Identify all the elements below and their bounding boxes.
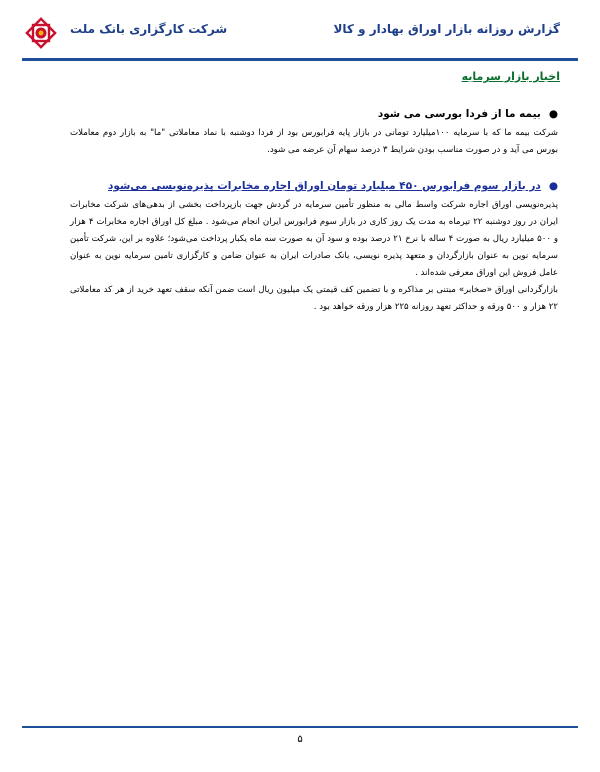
broker-name: شرکت کارگزاری بانک ملت: [70, 22, 228, 36]
news-paragraph: بازارگردانی اوراق «صخابر» مبتنی بر مذاکره و با تضمین کف قیمتی یک میلیون ریال است ضمن آنکه سقف تعهد خرید از هر کد معاملاتی ۲۲ هزار و ۵۰۰ ورقه و حداکثر تعهد روزانه ۲۲۵ هزار ورقه خواهد بود .: [70, 285, 558, 312]
news-title: [70, 178, 558, 195]
header-divider: [22, 58, 578, 61]
news-paragraph: پذیره‌نویسی اوراق اجاره شرکت واسط مالی به منظور تأمین سرمایه در گردش جهت بازپرداخت بخشی از بدهی‌های شرکت مخابرات ایران در روز دوشنبه ۲۲ تیرماه به مدت یک روز کاری در بازار سوم فرابورس ایران انجام می‌شود . مبلغ کل اوراق اجاره مخابرات ۴ هزار و ۵۰۰ میلیارد ریال به صورت ۴ ساله با نرخ ۲۱ درصد بوده و سود آن به صورت سه ماه یکبار پرداخت می‌شود؛ علاوه بر این، شرکت تأمین سرمایه نوین به عنوان بازارگردان و متعهد پذیره نویسی، بانک صادرات ایران به عنوان ضامن و کارگزاری تامین سرمایه نوین به عنوان عامل فروش این اوراق معرفی شده‌اند .: [70, 200, 559, 278]
page-header: [0, 0, 600, 68]
news-title-link[interactable]: در بازار سوم فرابورس ۴۵۰ میلیارد تومان اوراق اجاره مخابرات پذیره‌نویسی می‌شود: [108, 180, 541, 192]
bullet-icon: ●: [548, 108, 558, 120]
report-title: گزارش روزانه بازار اوراق بهادار و کالا: [333, 22, 560, 36]
news-item: [70, 106, 558, 159]
news-title: [70, 106, 558, 123]
bullet-icon: ●: [548, 180, 558, 192]
news-paragraph: شرکت بیمه ما که با سرمایه ۱۰۰میلیارد تومانی در بازار پایه فرابورس بود از فردا دوشنبه با نماد معاملاتی "ما" به بازار دوم معاملات بورس می آید و در صورت مناسب بودن شرایط ۳ درصد سهام آن عرضه می شود.: [70, 128, 558, 155]
news-item: [70, 178, 558, 316]
bank-mellat-logo-icon: [22, 14, 60, 52]
news-title-text: بیمه ما از فردا بورسی می شود: [377, 108, 541, 120]
page-number: ۵: [297, 734, 303, 745]
footer-divider: [22, 726, 578, 728]
section-heading: اخبار بازار سرمایه: [461, 70, 560, 83]
